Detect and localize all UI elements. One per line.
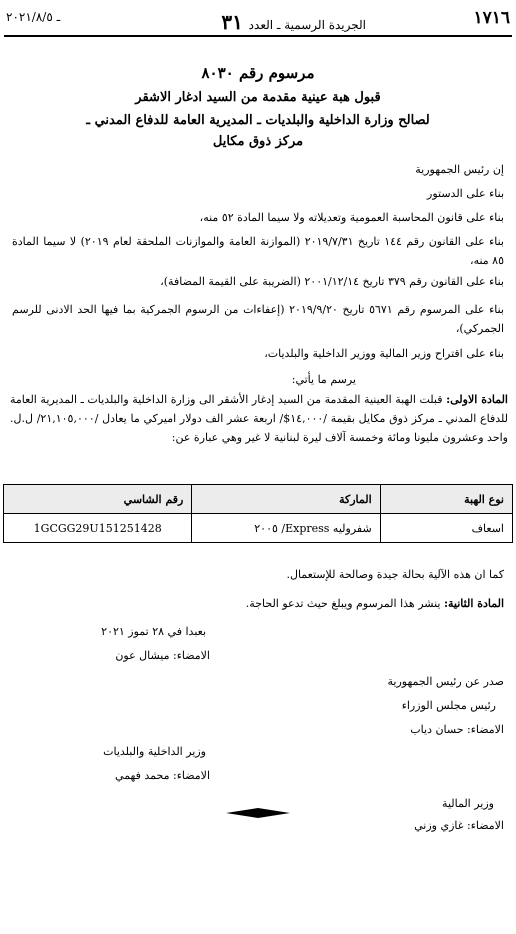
- gazette-name: الجريدة الرسمية ـ العدد: [248, 18, 366, 32]
- place-and-date: بعبدا في ٢٨ تموز ٢٠٢١: [101, 625, 206, 638]
- preamble-line: بناء على القانون رقم ٣٧٩ تاريخ ٢٠٠١/١٢/١٤ (الضريبة على القيمة المضافة)،: [160, 275, 504, 288]
- preamble-line: بناء على قانون المحاسبة العمومية وتعديلاته ولا سيما المادة ٥٢ منه،: [199, 211, 504, 224]
- column-header-brand: الماركة: [192, 485, 380, 514]
- article-1: [10, 390, 508, 447]
- article-1-label: المادة الاولى:: [446, 393, 508, 406]
- gift-table: [3, 484, 513, 543]
- president-signature: الامضاء: ميشال عون: [115, 649, 210, 662]
- table-row: [4, 514, 513, 543]
- interior-minister-title: وزير الداخلية والبلديات: [103, 745, 206, 758]
- decree-number-title: مرسوم رقم ٨٠٣٠: [201, 64, 315, 82]
- preamble-line: بناء على القانون رقم ١٤٤ تاريخ ٢٠١٩/٧/٣١ (الموازنة العامة والموازنات الملحقة لعام ٢٠١٩) لا سيما المادة ٨٥ منه،: [12, 235, 504, 267]
- chassis-number-cell: 1GCGG29U151251428: [4, 514, 192, 543]
- brand-cell: شفروليه Express/ ٢٠٠٥: [192, 514, 380, 543]
- page-number: ١٧١٦: [473, 8, 510, 28]
- prime-minister-signature: الامضاء: حسان دياب: [410, 723, 504, 736]
- article-2-label: المادة الثانية:: [443, 597, 504, 610]
- preamble-line: بناء على المرسوم رقم ٥٦٧١ تاريخ ٢٠١٩/٩/٢٠ (إعفاءات من الرسوم الجمركية بما فيها الحد الادنى للرسم الجمركي)،: [12, 303, 504, 335]
- decrees-line: يرسم ما يأتي:: [291, 373, 356, 386]
- preamble-line: بناء على الدستور: [427, 187, 504, 200]
- preamble-line: إن رئيس الجمهورية: [415, 163, 504, 176]
- issue-date: ـ ٢٠٢١/٨/٥: [6, 10, 61, 24]
- decree-subject-line-1: قبول هبة عينية مقدمة من السيد ادغار الاشقر: [135, 90, 381, 105]
- finance-minister-signature: الامضاء: غازي وزني: [414, 819, 504, 832]
- column-header-chassis-number: رقم الشاسي: [4, 485, 192, 514]
- interior-minister-signature: الامضاء: محمد فهمي: [115, 769, 210, 782]
- column-header-gift-type: نوع الهبة: [380, 485, 512, 514]
- article-2: [12, 594, 504, 613]
- issue-number: ٣١: [221, 10, 243, 34]
- decree-subject-line-3: مركز ذوق مكايل: [212, 134, 304, 149]
- preamble-line: بناء على اقتراح وزير المالية ووزير الداخلية والبلديات،: [264, 347, 504, 360]
- issued-by: صدر عن رئيس الجمهورية: [387, 675, 504, 688]
- gift-table-header-row: [4, 485, 513, 514]
- decree-subject-line-2: لصالح وزارة الداخلية والبلديات ـ المديرية العامة للدفاع المدني ـ: [86, 113, 430, 128]
- condition-note: كما ان هذه الآلية بحالة جيدة وصالحة للإستعمال.: [286, 568, 504, 581]
- gift-type-cell: اسعاف: [380, 514, 512, 543]
- article-1-text: قبلت الهبة العينية المقدمة من السيد إدغار الأشقر الى وزارة الداخلية والبلديات ـ المديرية العامة للدفاع المدني ـ مركز ذوق مكايل بقيمة /١٤,٠٠٠$/ اربعة عشر الف دولار اميركي ما يعادل /٢١,١٠٥,٠٠٠/ ل.ل. واحد وعشرون مليونا ومائة وخمسة آلاف ليرة لبنانية لا غير وهي عبارة عن:: [10, 393, 508, 444]
- finance-minister-title: وزير المالية: [442, 797, 494, 810]
- header-divider: [4, 35, 512, 37]
- gazette-issue-label: [219, 10, 366, 34]
- prime-minister-title: رئيس مجلس الوزراء: [401, 699, 496, 712]
- article-2-text: ينشر هذا المرسوم ويبلغ حيث تدعو الحاجة.: [245, 597, 441, 610]
